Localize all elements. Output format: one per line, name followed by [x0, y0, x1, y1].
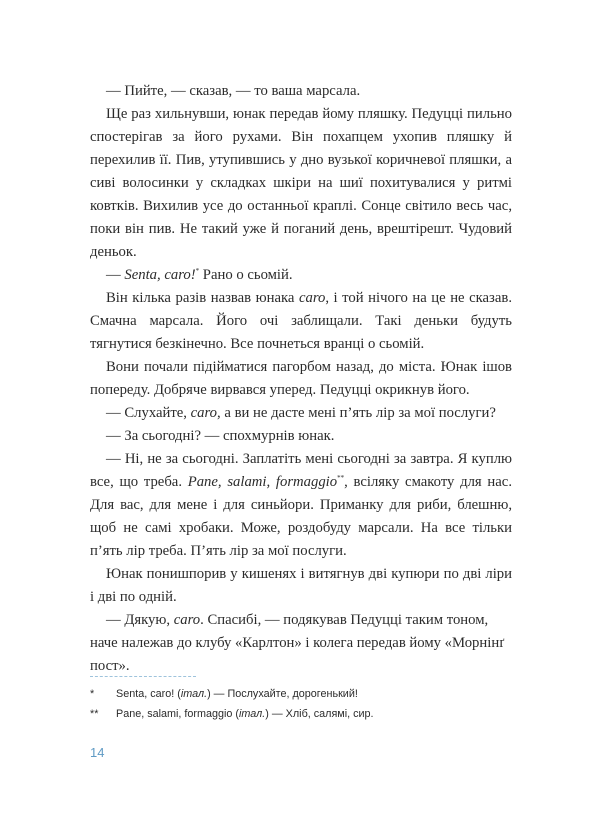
foreign-phrase: caro — [298, 290, 326, 306]
page-body — [90, 80, 512, 678]
paragraph: Вони почали підійматися пагорбом назад, до міста. Юнак ішов попереду. Добряче вирвався уперед. Педуцці окрикнув його. — [90, 359, 512, 398]
foreign-phrase: caro — [173, 612, 201, 628]
foreign-phrase: Senta, caro! — [124, 267, 196, 283]
paragraph: — Пийте, — сказав, — то ваша марсала. — [106, 83, 361, 99]
page-number: 14 — [90, 745, 105, 760]
foreign-phrase: Pane, salami, formaggio — [187, 474, 338, 490]
paragraph: Він кілька разів назвав юнака caro, і той нічого на це не сказав. Смачна марсала. Його очі заблищали. Такі деньки будуть тягнутися безкінечно. Все почнеться вранці о сьомій. — [90, 290, 512, 352]
footnote-mark: ** — [90, 708, 99, 720]
paragraph: — За сьогодні? — спохмурнів юнак. — [106, 428, 335, 444]
paragraph: — Ні, не за сьогодні. Заплатіть мені сьогодні за завтра. Я куплю все, що треба. Pane, salami, formaggio**, всіляку смакоту для нас. Для вас, для мене і для синьйори. Приманку для риби, блешню, щоб не самі хробаки. Може, роздобуду марсали. На все тільки п’ять лір треба. П’ять лір за мої послуги. — [90, 451, 512, 559]
footnote — [90, 684, 520, 704]
footnotes — [90, 684, 520, 724]
paragraph: — Дякую, caro. Спасибі, — подякував Педуцці таким тоном, наче належав до клубу «Карлтон» і колега передав йому «Морнінґ пост». — [90, 612, 505, 674]
main-text — [90, 80, 512, 678]
paragraph: — Senta, caro!* Рано о сьомій. — [106, 267, 293, 283]
footnote-mark: * — [90, 688, 95, 700]
paragraph: — Слухайте, caro, а ви не дасте мені п’ять лір за мої послуги? — [106, 405, 496, 421]
footnote-ref: * — [195, 267, 200, 276]
footnote-separator — [90, 676, 196, 677]
footnote-text: Senta, caro! (італ.) — Послухайте, дорогенький! — [116, 688, 358, 700]
footnote-ref: ** — [337, 474, 345, 483]
paragraph: Ще раз хильнувши, юнак передав йому пляшку. Педуцці пильно спостерігав за його рухами. Він похапцем ухопив пляшку й перехилив її. Пив, утупившись у дно вузької коричневої пляшки, а сиві волосинки у складках шкіри на шиї похитувалися у ритмі ковтків. Вихилив усе до останньої краплі. Сонце світило весь час, поки він пив. Не такий уже й поганий день, врештірешт. Чудовий деньок. — [90, 106, 512, 260]
paragraph: Юнак понишпорив у кишенях і витягнув дві купюри по дві ліри і дві по одній. — [90, 566, 512, 605]
footnote — [90, 704, 520, 724]
foreign-phrase: caro — [190, 405, 218, 421]
footnote-text: Pane, salami, formaggio (італ.) — Хліб, салямі, сир. — [116, 708, 374, 720]
